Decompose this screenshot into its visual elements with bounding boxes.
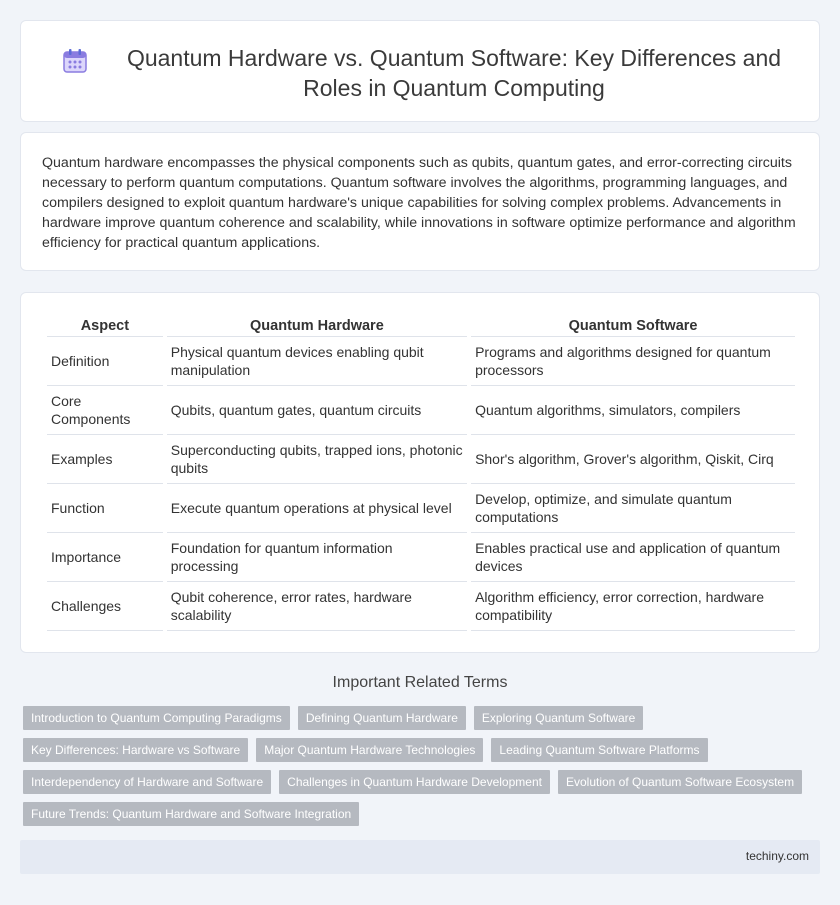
header-quantum-hardware: Quantum Hardware (167, 315, 467, 337)
table-row (47, 337, 795, 386)
page-title: Quantum Hardware vs. Quantum Software: Key Differences and Roles in Quantum Computing (126, 45, 782, 101)
table-row (47, 435, 795, 484)
related-term-link[interactable]: Key Differences: Hardware vs Software (23, 738, 248, 762)
row-software: Enables practical use and application of quantum devices (471, 533, 795, 582)
row-software: Quantum algorithms, simulators, compilers (471, 386, 795, 435)
related-term-link[interactable]: Major Quantum Hardware Technologies (256, 738, 483, 762)
related-term-link[interactable]: Challenges in Quantum Hardware Development (279, 770, 550, 794)
related-term-link[interactable]: Introduction to Quantum Computing Paradigms (23, 706, 290, 730)
related-terms-list (23, 706, 823, 826)
row-aspect: Examples (47, 435, 163, 484)
row-hardware: Qubits, quantum gates, quantum circuits (167, 386, 467, 435)
comparison-table-card (20, 292, 820, 653)
related-term-link[interactable]: Leading Quantum Software Platforms (491, 738, 707, 762)
related-terms-title: Important Related Terms (332, 674, 508, 691)
row-software: Develop, optimize, and simulate quantum computations (471, 484, 795, 533)
row-hardware: Execute quantum operations at physical level (167, 484, 467, 533)
header-aspect: Aspect (47, 315, 163, 337)
calendar-icon (61, 47, 89, 75)
row-aspect: Function (47, 484, 163, 533)
row-aspect: Core Components (47, 386, 163, 435)
table-header-row (47, 315, 795, 337)
related-term-link[interactable]: Interdependency of Hardware and Software (23, 770, 271, 794)
related-term-link[interactable]: Evolution of Quantum Software Ecosystem (558, 770, 802, 794)
comparison-table (43, 315, 799, 631)
row-hardware: Superconducting qubits, trapped ions, photonic qubits (167, 435, 467, 484)
table-row (47, 533, 795, 582)
footer (20, 840, 820, 874)
row-aspect: Definition (47, 337, 163, 386)
row-software: Shor's algorithm, Grover's algorithm, Qiskit, Cirq (471, 435, 795, 484)
summary-text: Quantum hardware encompasses the physical components such as qubits, quantum gates, and error-correcting circuits necessary to perform quantum computations. Quantum software involves the algorithms, programming languages, and compilers designed to exploit quantum hardware's unique capabilities for solving complex problems. Advancements in hardware improve quantum coherence and scalability, while innovations in software optimize performance and algorithm efficiency for practical quantum applications. (42, 155, 796, 251)
row-software: Algorithm efficiency, error correction, hardware compatibility (471, 582, 795, 631)
summary-card (20, 132, 820, 271)
table-row (47, 484, 795, 533)
row-aspect: Importance (47, 533, 163, 582)
row-hardware: Physical quantum devices enabling qubit manipulation (167, 337, 467, 386)
table-row (47, 386, 795, 435)
table-row (47, 582, 795, 631)
related-term-link[interactable]: Exploring Quantum Software (474, 706, 643, 730)
related-term-link[interactable]: Future Trends: Quantum Hardware and Software Integration (23, 802, 359, 826)
row-hardware: Foundation for quantum information processing (167, 533, 467, 582)
row-hardware: Qubit coherence, error rates, hardware scalability (167, 582, 467, 631)
title-wrap (61, 43, 799, 103)
row-software: Programs and algorithms designed for quantum processors (471, 337, 795, 386)
row-aspect: Challenges (47, 582, 163, 631)
header-card (20, 20, 820, 122)
header-quantum-software: Quantum Software (471, 315, 795, 337)
footer-site-link[interactable]: techiny.com (745, 849, 809, 863)
related-term-link[interactable]: Defining Quantum Hardware (298, 706, 466, 730)
